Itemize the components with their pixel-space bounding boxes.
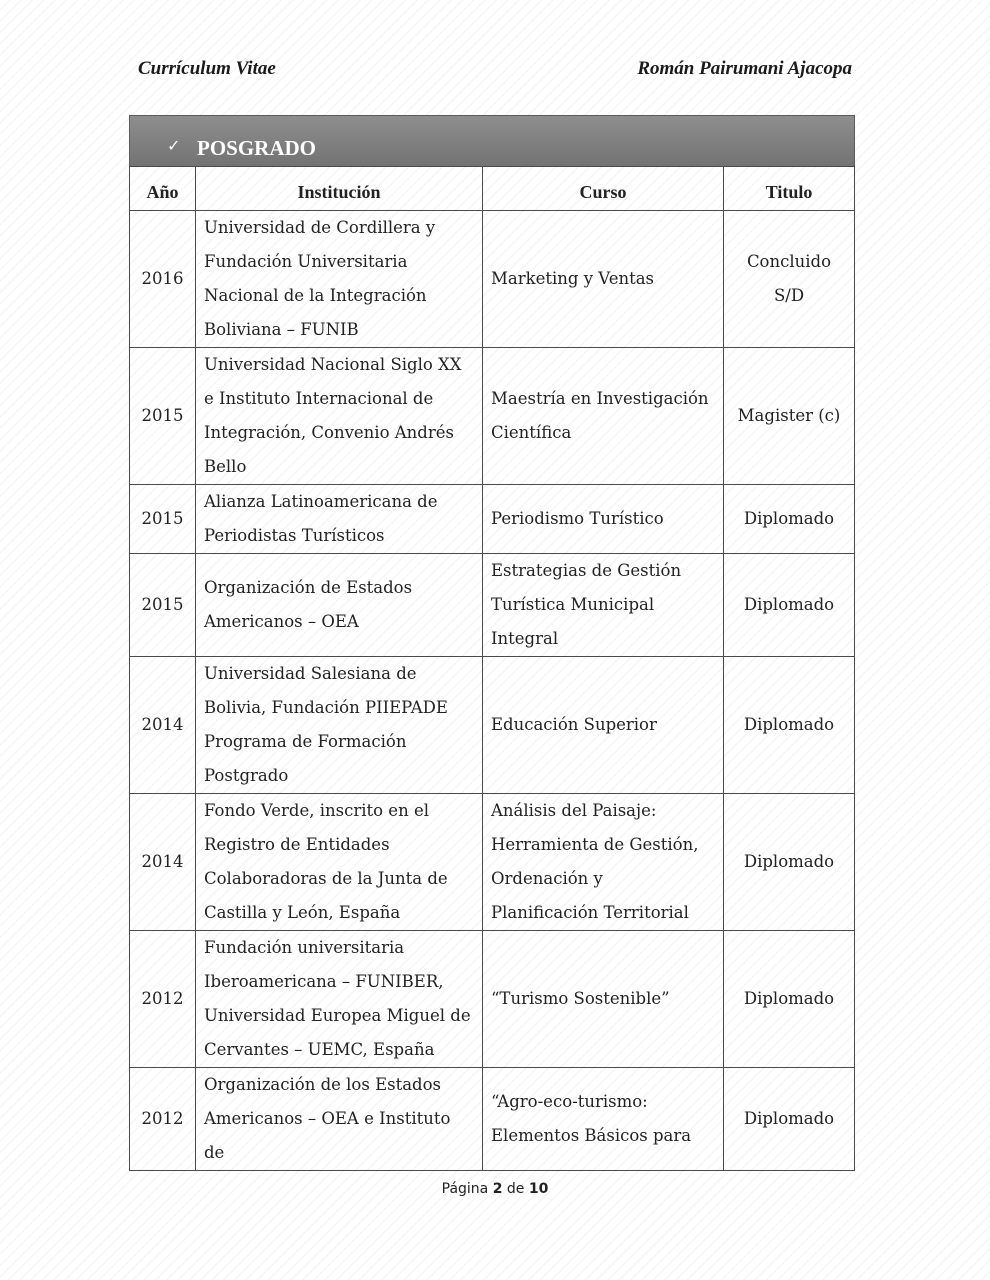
cell-year: 2015 — [130, 348, 196, 485]
cell-title: Diplomado — [724, 554, 855, 657]
cell-course: Educación Superior — [483, 657, 724, 794]
table-row — [130, 485, 855, 554]
cell-title: Diplomado — [724, 794, 855, 931]
cell-institution: Organización de Estados Americanos – OEA — [196, 554, 483, 657]
cell-institution: Universidad de Cordillera y Fundación Universitaria Nacional de la Integración Boliviana – FUNIB — [196, 211, 483, 348]
posgrado-table — [129, 166, 855, 1171]
cell-course: “Agro-eco-turismo: Elementos Básicos para — [483, 1068, 724, 1171]
cell-course: Análisis del Paisaje: Herramienta de Gestión, Ordenación y Planificación Territorial — [483, 794, 724, 931]
cell-year: 2014 — [130, 794, 196, 931]
cell-institution: Fondo Verde, inscrito en el Registro de Entidades Colaboradoras de la Junta de Castilla y León, España — [196, 794, 483, 931]
cell-title: Diplomado — [724, 1068, 855, 1171]
column-header-title: Titulo — [724, 167, 855, 211]
cell-institution: Fundación universitaria Iberoamericana – FUNIBER, Universidad Europea Miguel de Cervantes – UEMC, España — [196, 931, 483, 1068]
cell-year: 2012 — [130, 931, 196, 1068]
cell-course: Periodismo Turístico — [483, 485, 724, 554]
cell-institution: Organización de los Estados Americanos – OEA e Instituto de — [196, 1068, 483, 1171]
cell-year: 2012 — [130, 1068, 196, 1171]
cell-institution: Alianza Latinoamericana de Periodistas Turísticos — [196, 485, 483, 554]
cell-institution: Universidad Nacional Siglo XX e Instituto Internacional de Integración, Convenio Andrés Bello — [196, 348, 483, 485]
page-number-footer — [0, 1181, 990, 1197]
cell-course: Marketing y Ventas — [483, 211, 724, 348]
footer-middle: de — [506, 1181, 525, 1197]
cell-year: 2016 — [130, 211, 196, 348]
table-row — [130, 348, 855, 485]
table-row — [130, 794, 855, 931]
checkmark-icon: ✓ — [167, 136, 181, 155]
cell-title: Diplomado — [724, 657, 855, 794]
table-row — [130, 1068, 855, 1171]
section-header-posgrado — [129, 115, 855, 166]
table-row — [130, 657, 855, 794]
table-header-row — [130, 167, 855, 211]
cell-course: Maestría en Investigación Científica — [483, 348, 724, 485]
current-page-number: 2 — [492, 1181, 503, 1197]
cell-title: Magister (c) — [724, 348, 855, 485]
table-row — [130, 931, 855, 1068]
cell-year: 2015 — [130, 485, 196, 554]
cell-year: 2015 — [130, 554, 196, 657]
column-header-institution: Institución — [196, 167, 483, 211]
footer-prefix: Página — [441, 1181, 489, 1197]
cell-institution: Universidad Salesiana de Bolivia, Fundación PIIEPADE Programa de Formación Postgrado — [196, 657, 483, 794]
table-row — [130, 554, 855, 657]
section-title: POSGRADO — [197, 136, 317, 160]
total-page-count: 10 — [528, 1181, 549, 1197]
cell-title: Concluido S/D — [724, 211, 855, 348]
cell-course: “Turismo Sostenible” — [483, 931, 724, 1068]
cell-title: Diplomado — [724, 931, 855, 1068]
cell-year: 2014 — [130, 657, 196, 794]
cell-course: Estrategias de Gestión Turística Municipal Integral — [483, 554, 724, 657]
column-header-course: Curso — [483, 167, 724, 211]
cell-title: Diplomado — [724, 485, 855, 554]
column-header-year: Año — [130, 167, 196, 211]
header-document-title: Currículum Vitae — [138, 58, 276, 79]
table-row — [130, 211, 855, 348]
header-author-name: Román Pairumani Ajacopa — [637, 58, 852, 79]
